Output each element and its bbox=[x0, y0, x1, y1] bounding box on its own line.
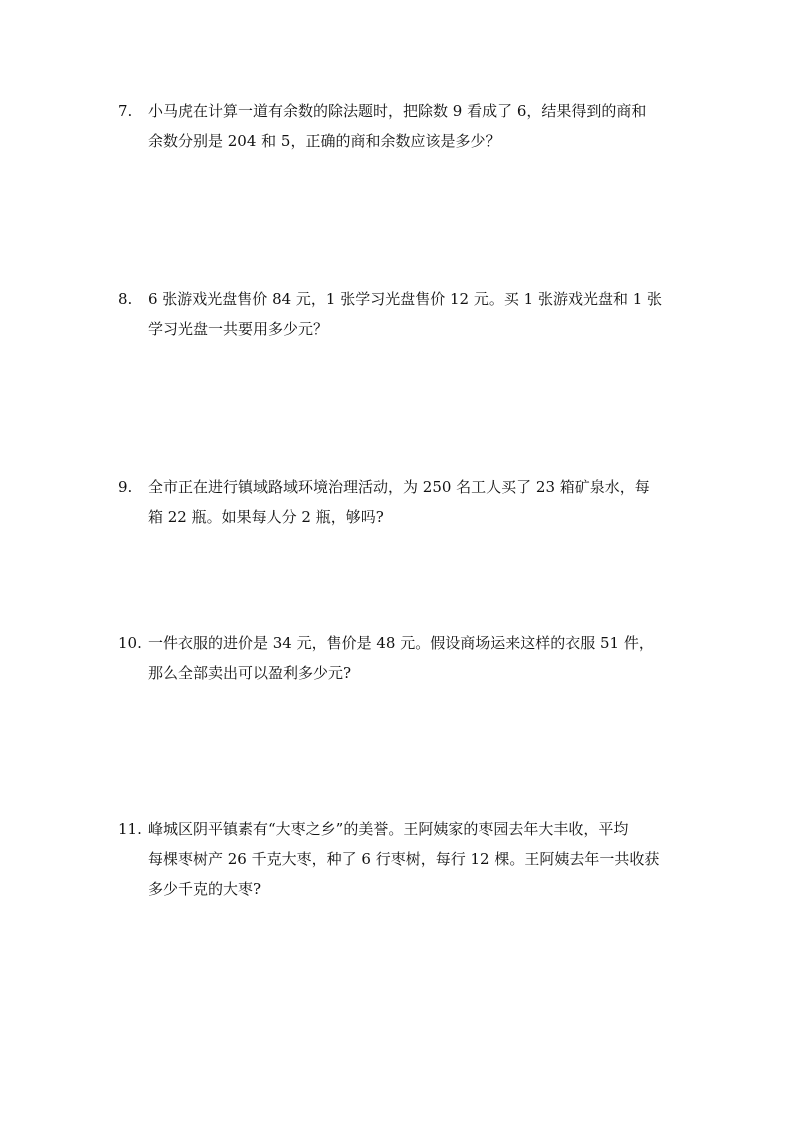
question-text bbox=[148, 628, 678, 688]
question-line: 多少千克的大枣? bbox=[148, 880, 262, 898]
question-line: 一件衣服的进价是 34 元，售价是 48 元。假设商场运来这样的衣服 51 件， bbox=[148, 634, 654, 652]
question-line: 小马虎在计算一道有余数的除法题时，把除数 9 看成了 6，结果得到的商和 bbox=[148, 102, 647, 120]
question-number: 10. bbox=[118, 634, 142, 652]
question-line: 6 张游戏光盘售价 84 元，1 张学习光盘售价 12 元。买 1 张游戏光盘和 1 张 bbox=[148, 290, 663, 308]
question-number: 11. bbox=[118, 820, 142, 838]
question-text bbox=[148, 96, 678, 156]
question-line: 全市正在进行镇域路域环境治理活动，为 250 名工人买了 23 箱矿泉水，每 bbox=[148, 478, 650, 496]
question-line: 峰城区阴平镇素有“大枣之乡”的美誉。王阿姨家的枣园去年大丰收，平均 bbox=[148, 820, 629, 838]
question-number: 9. bbox=[118, 478, 133, 496]
question-number: 7. bbox=[118, 102, 133, 120]
question-text bbox=[148, 814, 678, 904]
question-line: 箱 22 瓶。如果每人分 2 瓶，够吗? bbox=[148, 508, 384, 526]
question-line: 学习光盘一共要用多少元？ bbox=[148, 320, 329, 338]
question-line: 每棵枣树产 26 千克大枣，种了 6 行枣树，每行 12 棵。王阿姨去年一共收获 bbox=[148, 850, 660, 868]
question-line: 余数分别是 204 和 5，正确的商和余数应该是多少？ bbox=[148, 132, 501, 150]
question-text bbox=[148, 472, 678, 532]
question-number: 8. bbox=[118, 290, 133, 308]
question-line: 那么全部卖出可以盈利多少元? bbox=[148, 664, 352, 682]
question-text bbox=[148, 284, 678, 344]
